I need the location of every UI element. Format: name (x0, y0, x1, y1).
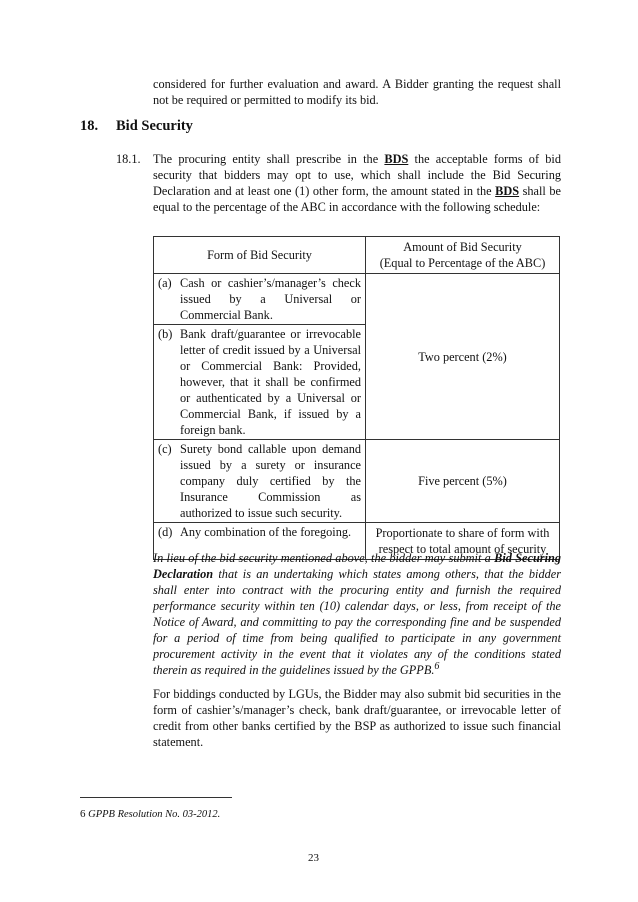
row-label: (b) (158, 327, 173, 341)
row-label: (a) (158, 276, 172, 290)
subsection-paragraph (153, 151, 561, 215)
footnote-reference[interactable]: 6 (434, 661, 440, 672)
lgu-paragraph: For biddings conducted by LGUs, the Bidder may also submit bid securities in the form of cashier’s/manager’s check, bank draft/guarantee, or irrevocable letter of credit from other banks certified by the BSP as authorized to issue such financial statement. (153, 687, 561, 749)
row-text: Any combination of the foregoing. (180, 525, 352, 539)
subsection-text-c: shall be equal to the percentage of the ABC in accordance with the following schedule: (153, 184, 562, 214)
bid-security-table (153, 236, 560, 560)
intro-paragraph: considered for further evaluation and award. A Bidder granting the request shall not be required or permitted to modify its bid. (153, 77, 561, 107)
form-cell-b (154, 325, 366, 440)
page-number: 23 (308, 852, 319, 864)
header-form: Form of Bid Security (154, 237, 366, 274)
table-row (154, 274, 560, 325)
amount-proportionate: Proportionate to share of form with respect to total amount of security (366, 523, 560, 560)
subsection-text-a: The procuring entity shall prescribe in the (153, 152, 385, 166)
table-header-row (154, 237, 560, 274)
bds-term: BDS (384, 152, 409, 166)
row-text: Surety bond callable upon demand issued by a surety or insurance company duly certified by the Insurance Commission as authorized to issue such security. (180, 442, 361, 520)
header-amount-line2: (Equal to Percentage of the ABC) (379, 256, 546, 270)
row-text: Cash or cashier’s/manager’s check issued by a Universal or Commercial Bank. (180, 276, 361, 322)
bid-securing-declaration-paragraph (153, 550, 561, 678)
subsection-text-b: the acceptable forms of bid security that bidders may opt to use, which shall include the Bid Securing Declaration and at least one (1) other form, the amount stated in the (153, 152, 561, 198)
form-cell-c (154, 440, 366, 523)
subsection-number: 18.1. (116, 152, 141, 166)
lieu-text-b: that is an undertaking which states among others, that the bidder shall enter into contract with the procuring entity and furnish the required performance security within ten (10) calendar days, or less, from receipt of the Notice of Award, and committing to pay the corresponding fine and be suspended for a period of time from being qualified to participate in any government procurement activity in the event that it violates any of the conditions stated therein as required in the guidelines issued by the GPPB. (153, 567, 561, 677)
footnote (80, 806, 220, 823)
bid-securing-declaration-term: Bid Securing Declaration (153, 551, 561, 581)
header-amount-line1: Amount of Bid Security (403, 240, 522, 254)
section-title: Bid Security (116, 118, 193, 134)
table-row (154, 440, 560, 523)
row-text: Bank draft/guarantee or irrevocable letter of credit issued by a Universal or Commercial Bank: Provided, however, that it shall be confirmed or authenticated by a Universal or Commercial Bank, if issued by a foreign bank. (180, 327, 361, 437)
bds-term-2: BDS (495, 184, 520, 198)
form-cell-a (154, 274, 366, 325)
footnote-number: 6 (80, 808, 86, 820)
footnote-text: GPPB Resolution No. 03-2012. (85, 809, 221, 820)
row-label: (c) (158, 442, 172, 456)
section-number: 18. (80, 118, 99, 134)
footnote-divider (80, 797, 232, 798)
header-amount (366, 237, 560, 274)
lieu-text-a: In lieu of the bid security mentioned above, the bidder may submit a (153, 551, 495, 565)
row-label: (d) (158, 525, 173, 539)
amount-two-percent: Two percent (2%) (366, 274, 560, 440)
amount-five-percent: Five percent (5%) (366, 440, 560, 523)
